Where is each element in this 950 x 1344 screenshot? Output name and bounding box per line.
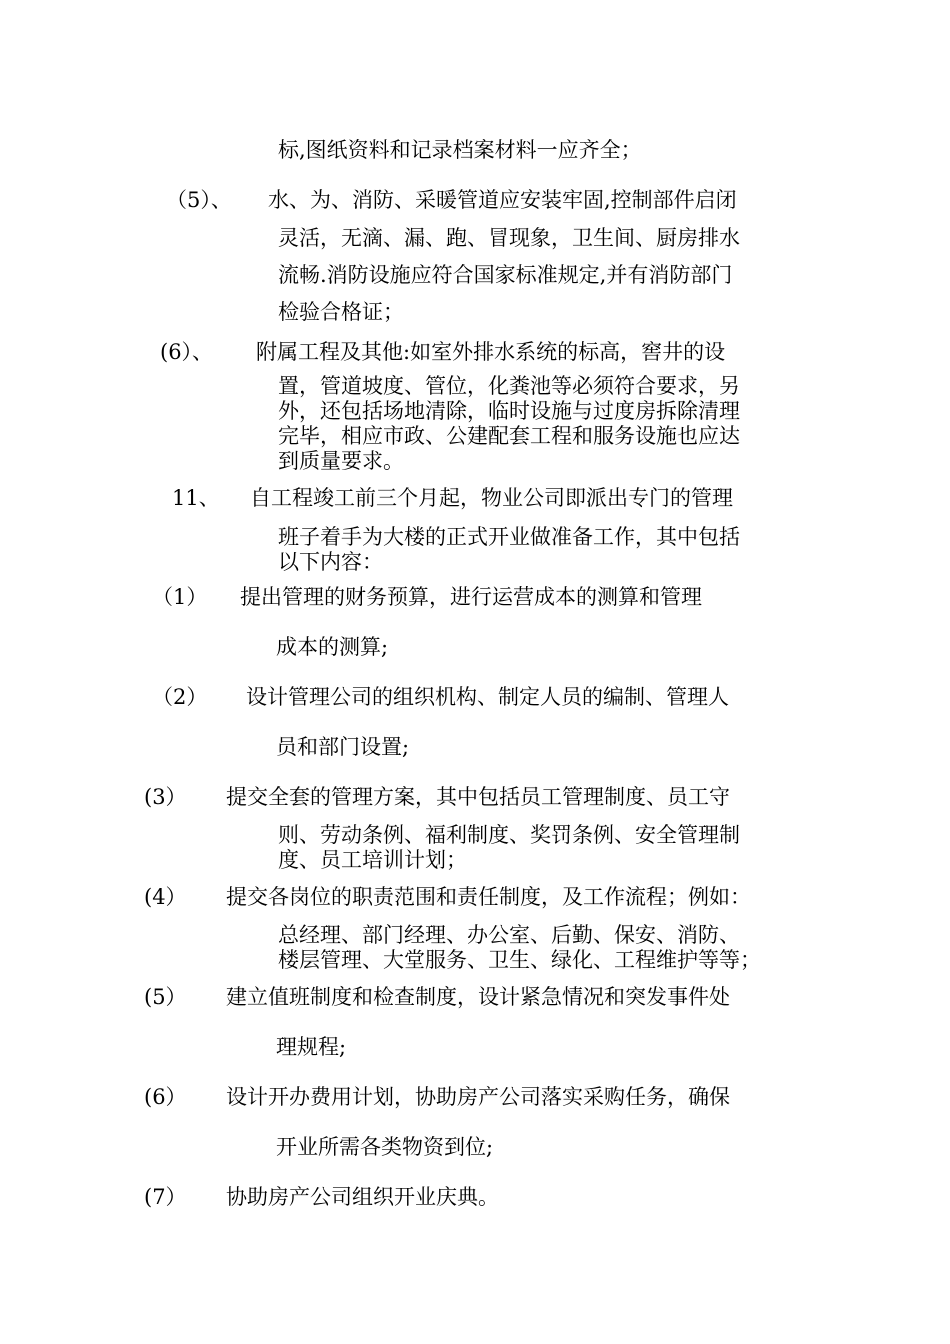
text-line: 灵活，无滴、漏、跑、冒现象，卫生间、厨房排水 (278, 226, 740, 250)
text-line: 以下内容： (278, 550, 383, 574)
text-line: 到质量要求。 (278, 449, 404, 473)
text-line: 楼层管理、大堂服务、卫生、绿化、工程维护等等； (278, 948, 761, 972)
text-line: 检验合格证； (278, 300, 404, 324)
item-number: (7） (144, 1185, 187, 1209)
text-line: 标,图纸资料和记录档案材料一应齐全； (278, 138, 642, 162)
item-number: （1） (152, 585, 208, 609)
text-line: 提交各岗位的职责范围和责任制度，及工作流程；例如： (226, 885, 751, 909)
text-line: 班子着手为大楼的正式开业做准备工作，其中包括 (278, 525, 740, 549)
text-line: 度、员工培训计划； (278, 848, 467, 872)
text-line: 设计管理公司的组织机构、制定人员的编制、管理人 (246, 685, 729, 709)
text-line: 提出管理的财务预算，进行运营成本的测算和管理 (240, 585, 702, 609)
text-line: 员和部门设置; (276, 735, 410, 759)
text-line: 协助房产公司组织开业庆典。 (226, 1185, 499, 1209)
item-number: (4） (144, 885, 187, 909)
text-line: 成本的测算; (276, 635, 389, 659)
text-line: 则、劳动条例、福利制度、奖罚条例、安全管理制 (278, 823, 740, 847)
item-number: (5） (144, 985, 187, 1009)
text-line: 外，还包括场地清除，临时设施与过度房拆除清理 (278, 399, 740, 423)
text-line: 自工程竣工前三个月起，物业公司即派出专门的管理 (250, 486, 733, 510)
item-number: (3） (144, 785, 187, 809)
text-line: 提交全套的管理方案，其中包括员工管理制度、员工守 (226, 785, 730, 809)
text-line: 流畅.消防设施应符合国家标准规定,并有消防部门 (278, 263, 733, 287)
item-number: (6）、 (160, 340, 214, 364)
text-line: 总经理、部门经理、办公室、后勤、保安、消防、 (278, 923, 740, 947)
text-line: 置，管道坡度、管位，化粪池等必须符合要求，另 (278, 374, 740, 398)
text-line: 理规程; (276, 1035, 347, 1059)
text-line: 设计开办费用计划，协助房产公司落实采购任务，确保 (226, 1085, 730, 1109)
text-line: 完毕，相应市政、公建配套工程和服务设施也应达 (278, 424, 740, 448)
item-number: (6） (144, 1085, 187, 1109)
item-number: 11、 (172, 486, 220, 510)
text-line: 建立值班制度和检查制度，设计紧急情况和突发事件处 (226, 985, 730, 1009)
item-number: （2） (152, 685, 208, 709)
text-line: 附属工程及其他:如室外排水系统的标高，窖井的设 (256, 340, 726, 364)
text-line: 开业所需各类物资到位; (276, 1135, 494, 1159)
item-number: （5）、 (166, 188, 232, 212)
text-line: 水、为、消防、采暖管道应安装牢固,控制部件启闭 (268, 188, 737, 212)
